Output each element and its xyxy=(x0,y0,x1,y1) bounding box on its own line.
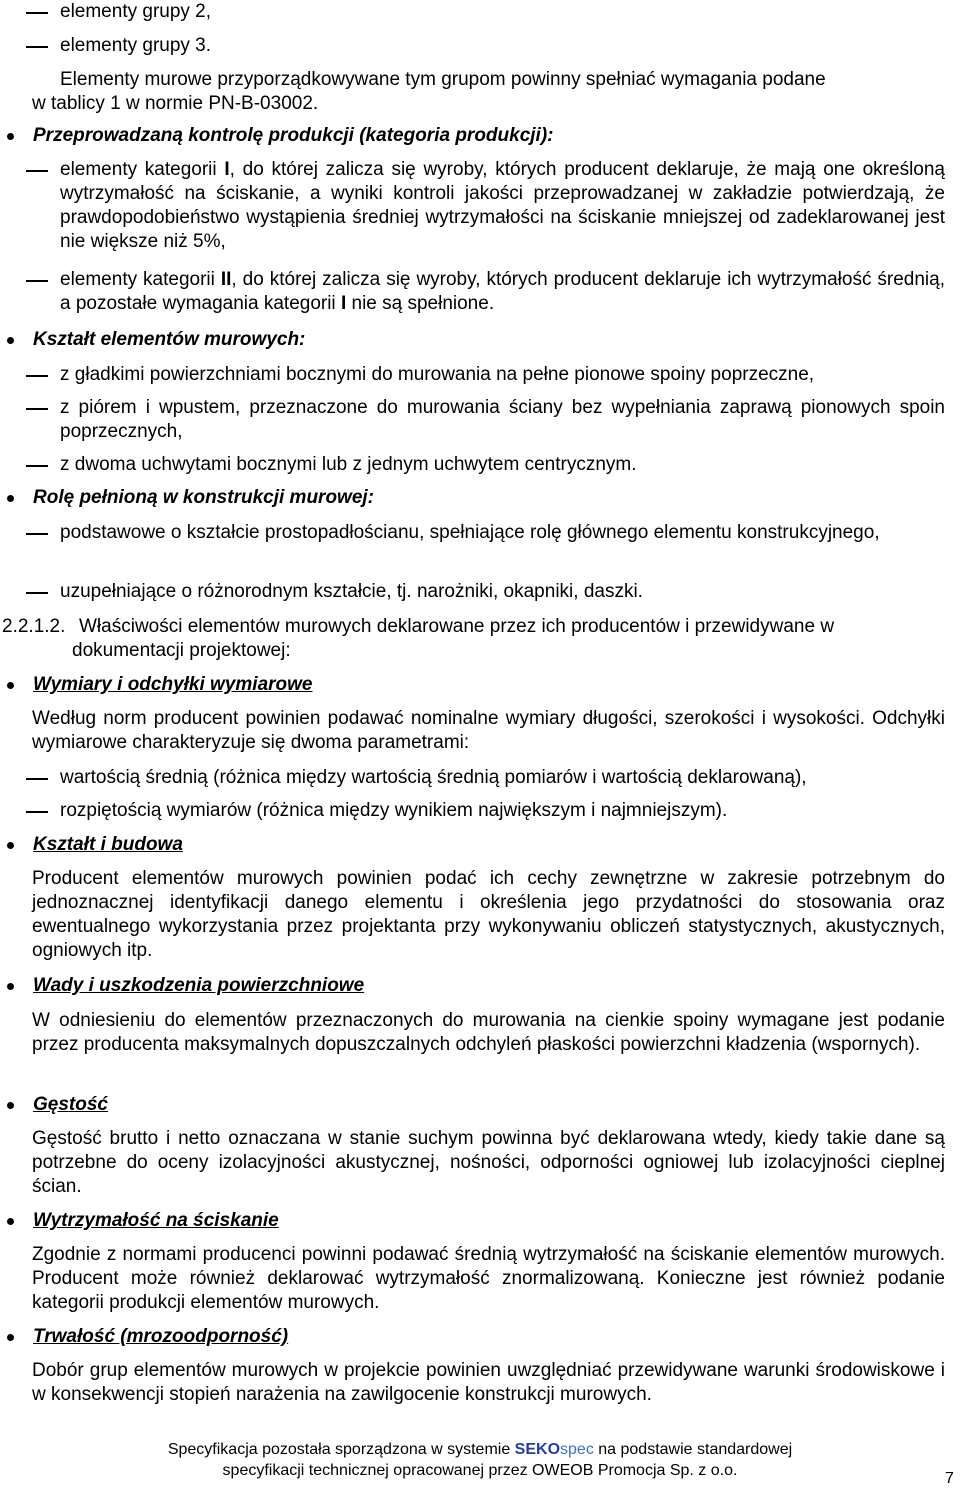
heading-gestosc: Gęstość xyxy=(33,1093,945,1117)
brand-logo-spec: spec xyxy=(560,1441,594,1458)
paragraph-wady: W odniesieniu do elementów przeznaczonych do murowania na cienkie spoiny wymagane jest podanie przez producenta maksymalnych dopuszczalnych odchyleń płaskości powierzchni kładzenia (wspornych). xyxy=(32,1010,945,1055)
item-text: elementy kategorii xyxy=(60,159,225,180)
list-item: rozpiętością wymiarów (różnica między wynikiem największym i najmniejszym). xyxy=(60,799,945,823)
item-bold: II xyxy=(220,269,232,290)
list-item: elementy grupy 2, xyxy=(60,0,945,24)
list-item: podstawowe o kształcie prostopadłościanu, spełniające rolę głównego elementu konstrukcyjnego, xyxy=(60,521,945,545)
footer-text: Specyfikacja pozostała sporządzona w systemie xyxy=(167,1441,515,1458)
item-bold: I xyxy=(224,159,230,180)
heading-trwalosc: Trwałość (mrozoodporność) xyxy=(33,1325,945,1349)
paragraph-trwalosc: Dobór grup elementów murowych w projekcie powinien uwzględniać przewidywane warunki środowiskowe i w konsekwencji stopień narażenia na zawilgocenie konstrukcji murowych. xyxy=(32,1360,945,1405)
heading-wymiary: Wymiary i odchyłki wymiarowe xyxy=(33,673,945,697)
item-bold: I xyxy=(340,293,347,314)
item-text: , do której zalicza się wyroby, których producent deklaruje ich wytrzymałość średnią, a pozostałe wymagania kategorii xyxy=(60,269,946,314)
section-heading-rola: Rolę pełnioną w konstrukcji murowej: xyxy=(33,486,945,510)
top-note-line1: Elementy murowe przyporządkowywane tym grupom powinny spełniać wymagania podane xyxy=(60,69,826,90)
footer-line2: specyfikacji technicznej opracowanej przez OWEOB Promocja Sp. z o.o. xyxy=(222,1462,738,1479)
footer-text: na podstawie standardowej xyxy=(593,1441,793,1458)
item-text: , do której zalicza się wyroby, których producent deklaruje, że mają one określoną wytrzymałość na ściskanie, a wyniki kontroli jakości przeprowadzanej w zakładzie potwierdzają, że prawdopodobieństwo wystąpienia średniej wytrzymałości na ściskanie mniejszej od zadeklarowanej jest nie większe niż 5%, xyxy=(60,159,946,252)
heading-wytrzymalosc: Wytrzymałość na ściskanie xyxy=(33,1209,945,1233)
brand-logo-seko: SEKO xyxy=(514,1441,561,1458)
clause-title-line2: dokumentacji projektowej: xyxy=(72,640,291,661)
list-item-kategoria-1 xyxy=(60,158,945,254)
heading-ksztalt-budowa: Kształt i budowa xyxy=(33,833,945,857)
list-item: z piórem i wpustem, przeznaczone do murowania ściany bez wypełniania zaprawą pionowych spoin poprzecznych, xyxy=(60,397,945,442)
heading-wady: Wady i uszkodzenia powierzchniowe xyxy=(33,974,945,998)
clause-title-line1: Właściwości elementów murowych deklarowane przez ich producentów i przewidywane w xyxy=(79,616,835,637)
section-heading-kategoria: Przeprowadzaną kontrolę produkcji (kategoria produkcji): xyxy=(33,124,945,148)
list-item: uzupełniające o różnorodnym kształcie, tj. narożniki, okapniki, daszki. xyxy=(60,580,945,604)
top-note-line2: w tablicy 1 w normie PN-B-03002. xyxy=(32,93,319,114)
list-item-kategoria-2 xyxy=(60,268,945,316)
list-item: elementy grupy 3. xyxy=(60,34,945,58)
page-number: 7 xyxy=(945,1470,954,1487)
paragraph-wymiary: Według norm producent powinien podawać nominalne wymiary długości, szerokości i wysokości. Odchyłki wymiarowe charakteryzuje się dwoma parametrami: xyxy=(32,708,945,753)
clause-number: 2.2.1.2. xyxy=(2,616,66,637)
footer-line1 xyxy=(0,1440,960,1460)
section-heading-ksztalt: Kształt elementów murowych: xyxy=(33,328,945,352)
item-text: elementy kategorii xyxy=(60,269,221,290)
list-item: z gładkimi powierzchniami bocznymi do murowania na pełne pionowe spoiny poprzeczne, xyxy=(60,363,945,387)
list-item: z dwoma uchwytami bocznymi lub z jednym uchwytem centrycznym. xyxy=(60,453,945,477)
paragraph-ksztalt-budowa: Producent elementów murowych powinien podać ich cechy zewnętrzne w zakresie potrzebnym do jednoznacznej identyfikacji danego elementu i określenia jego przydatności do stosowania oraz ewentualnego wykorzystania przez projektanta przy wykonywaniu obliczeń statystycznych, akustycznych, ogniowych itp. xyxy=(32,868,945,961)
list-item: wartością średnią (różnica między wartością średnią pomiarów i wartością deklarowaną), xyxy=(60,766,945,790)
item-text: nie są spełnione. xyxy=(346,293,495,314)
paragraph-wytrzymalosc: Zgodnie z normami producenci powinni podawać średnią wytrzymałość na ściskanie elementów murowych. Producent może również deklarować wytrzymałość znormalizowaną. Konieczne jest również podanie kategorii produkcji elementów murowych. xyxy=(32,1244,945,1313)
paragraph-gestosc: Gęstość brutto i netto oznaczana w stanie suchym powinna być deklarowana wtedy, kiedy takie dane są potrzebne do oceny izolacyjności akustycznej, nośności, odporności ogniowej lub izolacyjności cieplnej ścian. xyxy=(32,1128,945,1197)
